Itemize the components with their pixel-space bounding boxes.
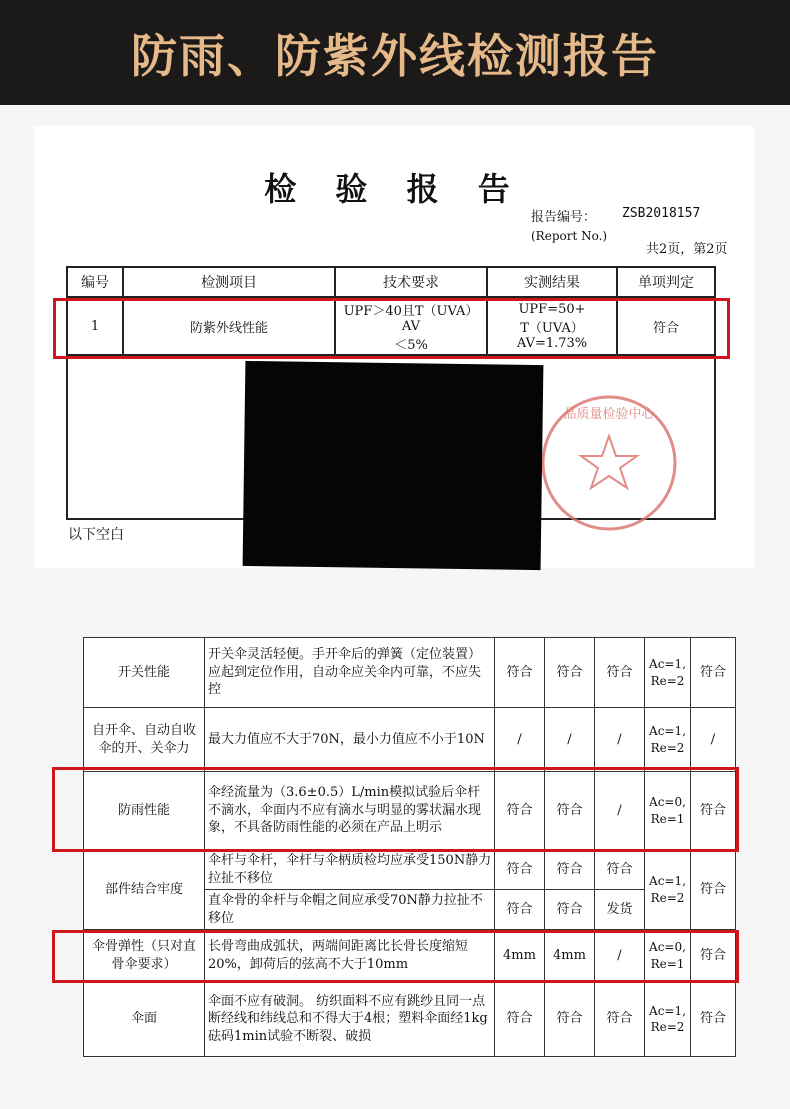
result-cell: 4mm [495, 930, 545, 982]
result-cell: 发货 [595, 890, 645, 930]
highlight-box-uv [53, 298, 730, 359]
verdict-cell: / [691, 708, 736, 772]
acceptance-cell [645, 982, 691, 1057]
redaction-block [243, 361, 544, 570]
result-cell: 符合 [545, 638, 595, 708]
item-cell: 自开伞、自动自收伞的开、关伞力 [84, 708, 205, 772]
report-no-label: 报告编号： [531, 210, 597, 225]
requirement-cell: 伞经流量为（3.6±0.5）L/min模拟试验后伞杆不滴水，伞面内不应有滴水与明显的雾状漏水现象，不具备防雨性能的必须在产品上明示 [205, 772, 495, 850]
ac-value: Ac=1, [649, 724, 686, 739]
result-cell: 符合 [545, 772, 595, 850]
result-cell: 符合 [545, 850, 595, 890]
result-cell: 符合 [495, 850, 545, 890]
result-cell: / [595, 930, 645, 982]
result-cell: 4mm [545, 930, 595, 982]
result-cell: 符合 [545, 890, 595, 930]
re-value: Re=1 [650, 956, 685, 971]
ac-value: Ac=1, [649, 874, 686, 889]
item-cell: 开关性能 [84, 638, 205, 708]
ac-value: Ac=1, [649, 1003, 686, 1018]
row-item: 防紫外线性能 [123, 297, 335, 355]
verdict-cell: 符合 [691, 930, 736, 982]
result-cell: 符合 [595, 850, 645, 890]
blank-note: 以下空白 [68, 527, 124, 543]
requirement-cell: 长骨弯曲成弧状，两端间距离比长骨长度缩短20%，卸荷后的弦高不大于10mm [205, 930, 495, 982]
result-cell: 符合 [545, 982, 595, 1057]
result-cell: / [495, 708, 545, 772]
requirement-cell: 伞杆与伞杆，伞杆与伞柄质检均应承受150N静力拉扯不移位 [205, 850, 495, 890]
row-result-line2: T（UVA）AV=1.73% [516, 320, 588, 351]
item-cell: 防雨性能 [84, 772, 205, 850]
verdict-cell: 符合 [691, 638, 736, 708]
re-value: Re=2 [650, 1020, 685, 1034]
requirement-cell: 最大力值应不大于70N，最小力值应不小于10N [205, 708, 495, 772]
row-verdict: 符合 [617, 297, 715, 355]
seal-text: 品质量检验中心 [563, 407, 655, 422]
item-cell: 伞面 [84, 982, 205, 1057]
result-cell: / [595, 708, 645, 772]
highlight-box-rain [52, 767, 739, 852]
report-no: ZSB2018157 [622, 206, 701, 221]
verdict-cell: 符合 [691, 850, 736, 930]
highlight-box-rib [52, 930, 739, 983]
result-cell: 符合 [495, 638, 545, 708]
row-req-line2: ＜5% [394, 337, 428, 353]
seal-stamp [534, 388, 684, 538]
table-row [84, 982, 736, 1057]
result-cell: 符合 [595, 638, 645, 708]
re-value: Re=1 [650, 811, 685, 826]
banner-title: 防雨、防紫外线检测报告 [131, 28, 659, 83]
row-req-line1: UPF＞40且T（UVA）AV [343, 303, 479, 334]
acceptance-cell [645, 708, 691, 772]
re-value: Re=2 [650, 740, 685, 755]
header-no: 编号 [67, 267, 123, 297]
re-value: Re=2 [650, 890, 685, 905]
verdict-cell: 符合 [691, 772, 736, 850]
ac-value: Ac=0, [649, 795, 686, 810]
report-no-en: (Report No.) [531, 229, 608, 243]
result-cell: 符合 [495, 982, 545, 1057]
requirement-cell: 开关伞灵活轻便。手开伞后的弹簧（定位装置）应起到定位作用，自动伞应关伞内可靠，不应失控 [205, 638, 495, 708]
table-row [84, 850, 736, 890]
requirement-cell: 伞面不应有破洞。 纺织面料不应有跳纱且同一点断经线和纬线总和不得大于4根；塑料伞面经1kg砝码1min试验不断裂、破损 [205, 982, 495, 1057]
result-cell: 符合 [495, 890, 545, 930]
result-cell: 符合 [595, 982, 645, 1057]
requirement-cell: 直伞骨的伞杆与伞帽之间应承受70N静力拉扯不移位 [205, 890, 495, 930]
table-row [84, 638, 736, 708]
row-result-line1: UPF=50+ [518, 301, 586, 317]
ac-value: Ac=0, [649, 940, 686, 955]
acceptance-cell [645, 638, 691, 708]
row-no: 1 [67, 297, 123, 355]
result-cell: / [545, 708, 595, 772]
header-result: 实测结果 [487, 267, 617, 297]
verdict-cell: 符合 [691, 982, 736, 1057]
acceptance-cell [645, 850, 691, 930]
item-cell: 部件结合牢度 [84, 850, 205, 930]
re-value: Re=2 [650, 673, 685, 688]
table-row [84, 708, 736, 772]
header-req: 技术要求 [335, 267, 487, 297]
ac-value: Ac=1, [649, 657, 686, 672]
banner [0, 0, 790, 105]
report-title: 检 验 报 告 [264, 170, 524, 208]
header-verdict: 单项判定 [617, 267, 715, 297]
page-count: 共2页，第2页 [646, 242, 728, 257]
result-cell: 符合 [495, 772, 545, 850]
item-cell: 伞骨弹性（只对直骨伞要求） [84, 930, 205, 982]
result-cell: / [595, 772, 645, 850]
header-item: 检测项目 [123, 267, 335, 297]
